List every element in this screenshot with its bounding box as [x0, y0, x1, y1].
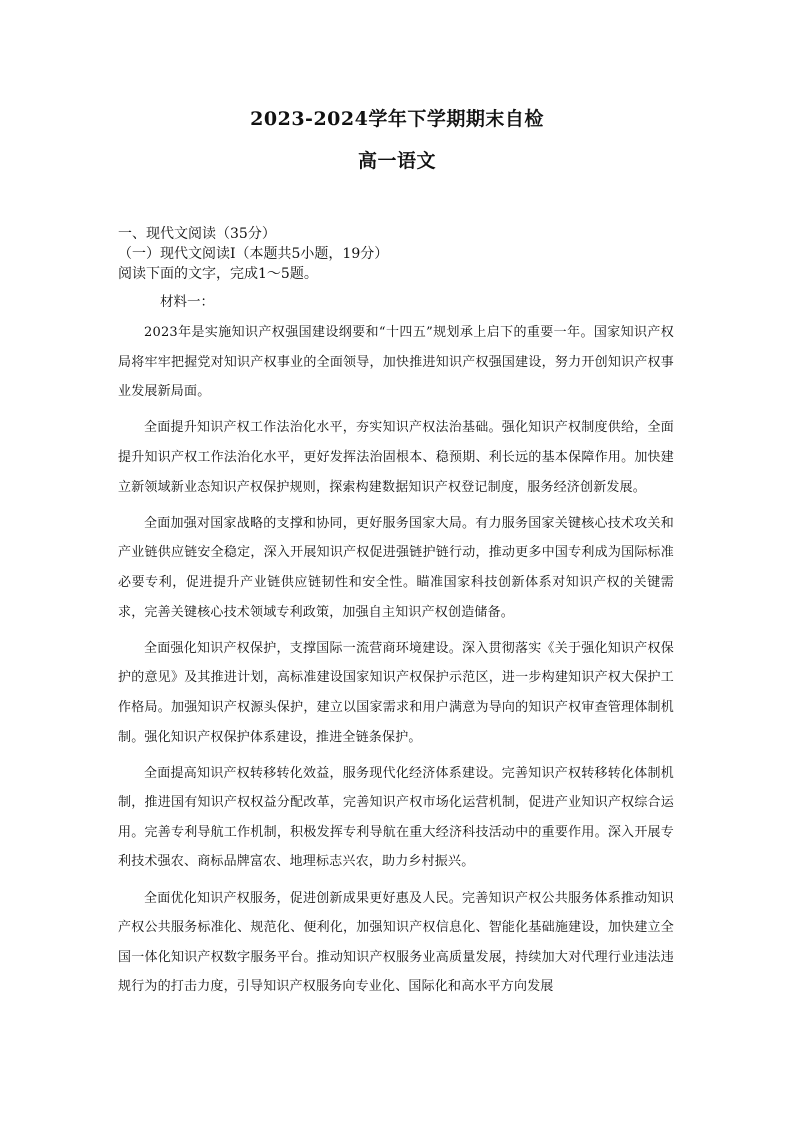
paragraph: 全面提高知识产权转移转化效益，服务现代化经济体系建设。完善知识产权转移转化体制机制，推进国有知识产权权益分配改革，完善知识产权市场化运营机制，促进产业知识产权综合运用。完善专利导航工作机制，积极发挥专利导航在重大经济科技活动中的重要作用。深入开展专利技术强农、商标品牌富农、地理标志兴农，助力乡村振兴。: [118, 765, 674, 870]
paragraph: 全面加强对国家战略的支撑和协同，更好服务国家大局。有力服务国家关键核心技术攻关和产业链供应链安全稳定，深入开展知识产权促进强链护链行动，推动更多中国专利成为国际标准必要专利，促进提升产业链供应链韧性和安全性。瞄准国家科技创新体系对知识产权的关键需求，完善关键核心技术领域专利政策，加强自主知识产权创造储备。: [118, 515, 674, 620]
material-label: 材料一：: [160, 294, 214, 310]
paragraph: 全面优化知识产权服务，促进创新成果更好惠及人民。完善知识产权公共服务体系推动知识产权公共服务标准化、规范化、便利化，加强知识产权信息化、智能化基础施建设，加快建立全国一体化知识产权数字服务平台。推动知识产权服务业高质量发展，持续加大对代理行业违法违规行为的打击力度，引导知识产权服务向专业化、国际化和高水平方向发展: [118, 890, 674, 995]
exam-title: 2023-2024学年下学期期末自检: [250, 108, 544, 130]
subsection-heading: （一）现代文阅读Ⅰ（本题共5小题，19分）: [118, 246, 389, 262]
material-body: [118, 318, 674, 1009]
section-heading: 一、现代文阅读（35分）: [118, 226, 276, 242]
paragraph: 全面提升知识产权工作法治化水平，夯实知识产权法治基础。强化知识产权制度供给，全面提升知识产权工作法治化水平，更好发挥法治固根本、稳预期、利长远的基本保障作用。加快建立新领域新业态知识产权保护规则，探索构建数据知识产权登记制度，服务经济创新发展。: [118, 420, 674, 495]
paragraph: 全面强化知识产权保护，支撑国际一流营商环境建设。深入贯彻落实《关于强化知识产权保护的意见》及其推进计划，高标准建设国家知识产权保护示范区，进一步构建知识产权大保护工作格局。加强知识产权源头保护，建立以国家需求和用户满意为导向的知识产权审查管理体制机制。强化知识产权保护体系建设，推进全链条保护。: [118, 640, 674, 745]
reading-instruction: 阅读下面的文字，完成1～5题。: [118, 266, 318, 282]
subject-title: 高一语文: [357, 150, 436, 172]
paragraph: 2023年是实施知识产权强国建设纲要和“十四五”规划承上启下的重要一年。国家知识产权局将牢牢把握党对知识产权事业的全面领导，加快推进知识产权强国建设，努力开创知识产权事业发展新局面。: [118, 325, 674, 400]
